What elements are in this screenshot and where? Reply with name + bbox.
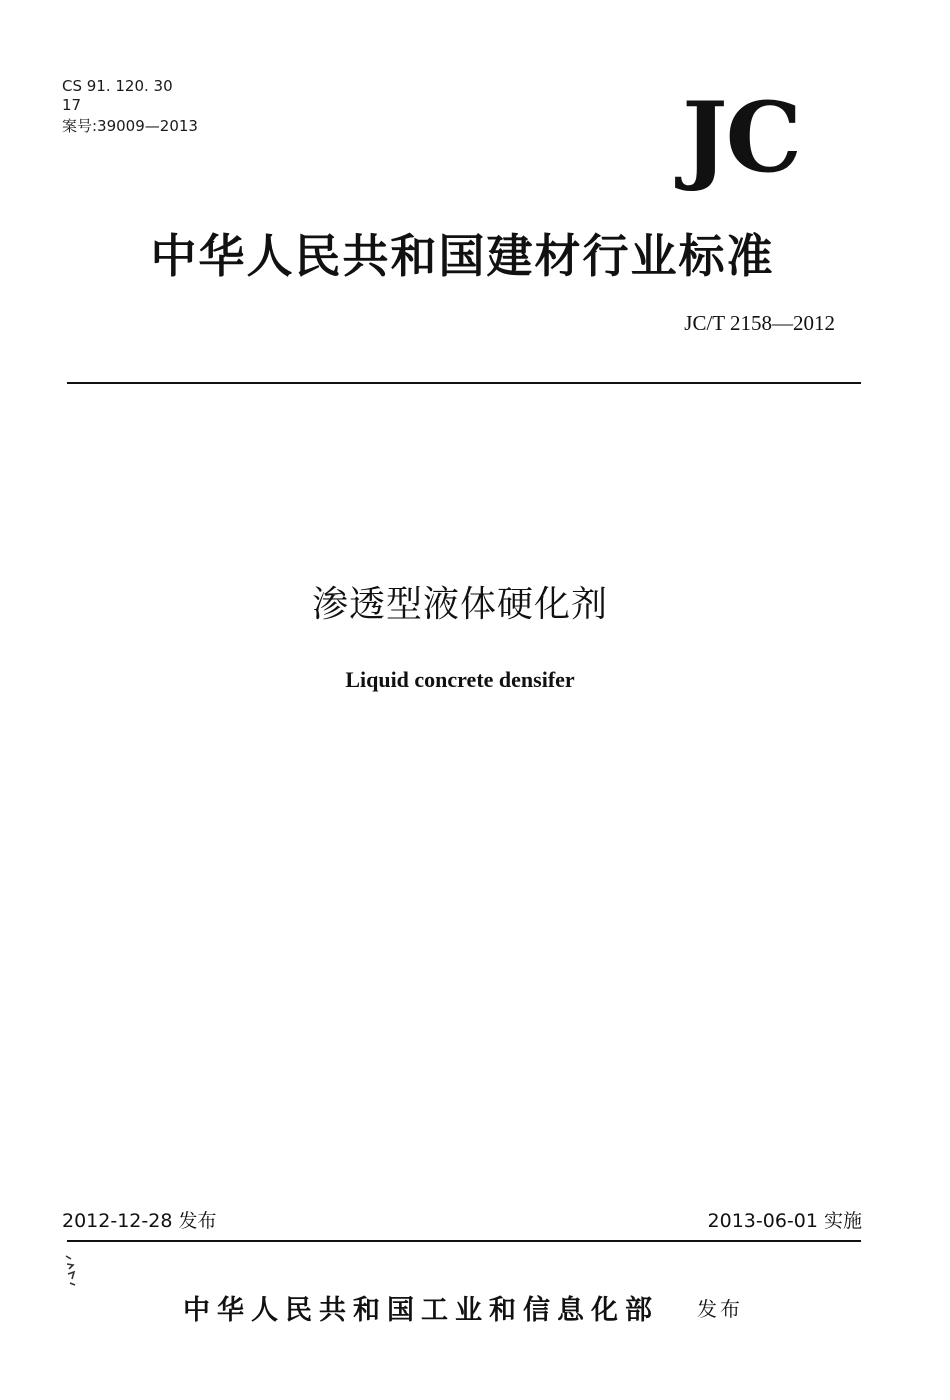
publisher-name: 中华人民共和国工业和信息化部: [183, 1295, 659, 1326]
implementation-date: 2013-06-01 实施: [707, 1210, 862, 1232]
standard-number: JC/T 2158—2012: [684, 311, 835, 335]
document-title-english: Liquid concrete densifer: [345, 667, 575, 692]
document-title-chinese: 渗透型液体硬化剂: [311, 584, 608, 625]
scan-artifact-mark: [64, 1252, 82, 1292]
bottom-divider: [67, 1240, 861, 1242]
record-number: 案号:39009—2013: [62, 117, 198, 135]
issue-date: 2012-12-28 发布: [62, 1210, 217, 1232]
top-divider: [67, 382, 861, 384]
ccs-code: 17: [62, 96, 82, 114]
ics-code: CS 91. 120. 30: [62, 77, 173, 95]
standard-type-heading: 中华人民共和国建材行业标准: [150, 229, 775, 283]
publisher-suffix: 发布: [697, 1297, 743, 1321]
jc-logo: JC: [682, 81, 800, 194]
